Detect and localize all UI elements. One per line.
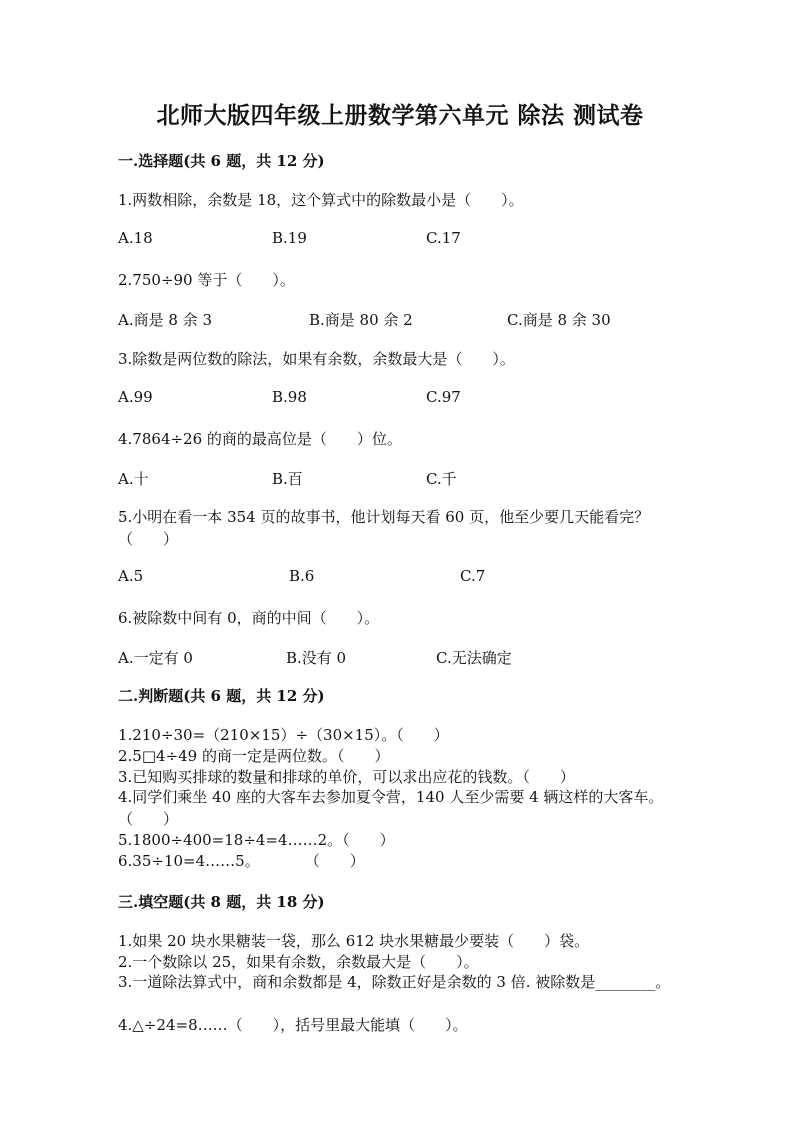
choice-option: C.商是 8 余 30: [507, 311, 611, 329]
judge-item: 3.已知购买排球的数量和排球的单价，可以求出应花的钱数。（ ）: [118, 768, 575, 786]
section-heading-judge: 二.判断题(共 6 题，共 12 分): [118, 687, 325, 705]
choice-option: B.没有 0: [286, 649, 347, 667]
choice-option: C.千: [426, 470, 457, 488]
choice-question: 4.7864÷26 的商的最高位是（ ）位。: [118, 430, 402, 448]
choice-option: A.十: [118, 470, 149, 488]
fill-item: 4.△÷24=8……（ ），括号里最大能填（ ）。: [118, 1016, 468, 1034]
choice-option: B.19: [272, 229, 307, 247]
choice-option: C.97: [426, 388, 461, 406]
choice-option: C.17: [426, 229, 461, 247]
choice-option: B.98: [272, 388, 307, 406]
choice-option: B.6: [289, 567, 315, 585]
choice-option: B.商是 80 余 2: [309, 311, 413, 329]
page-title: 北师大版四年级上册数学第六单元 除法 测试卷: [156, 102, 644, 129]
section-heading-choice: 一.选择题(共 6 题，共 12 分): [118, 152, 325, 170]
judge-item: 6.35÷10=4……5。 （ ）: [118, 852, 365, 870]
choice-option: A.18: [118, 229, 153, 247]
judge-item: 2.5□4÷49 的商一定是两位数。（ ）: [118, 747, 390, 765]
fill-item: 2.一个数除以 25，如果有余数，余数最大是（ ）。: [118, 953, 479, 971]
fill-item: 3.一道除法算式中，商和余数都是 4，除数正好是余数的 3 倍. 被除数是________。: [118, 973, 671, 991]
choice-question: 2.750÷90 等于（ ）。: [118, 271, 295, 289]
fill-item: 1.如果 20 块水果糖装一袋，那么 612 块水果糖最少要装（ ）袋。: [118, 932, 590, 950]
choice-option: A.一定有 0: [118, 649, 193, 667]
choice-question: 3.除数是两位数的除法，如果有余数，余数最大是（ ）。: [118, 350, 515, 368]
choice-question: 1.两数相除，余数是 18，这个算式中的除数最小是（ ）。: [118, 191, 524, 209]
choice-question: 5.小明在看一本 354 页的故事书，他计划每天看 60 页，他至少要几天能看完？（ ）: [118, 508, 650, 548]
choice-option: A.99: [118, 388, 153, 406]
choice-option: A.5: [118, 567, 144, 585]
judge-item: 4.同学们乘坐 40 座的大客车去参加夏令营，140 人至少需要 4 辆这样的大客车。（ ）: [118, 788, 664, 828]
judge-item: 1.210÷30=（210×15）÷（30×15）。（ ）: [118, 726, 449, 744]
choice-option: B.百: [272, 470, 303, 488]
choice-option: C.无法确定: [436, 649, 512, 667]
section-heading-fill: 三.填空题(共 8 题，共 18 分): [118, 893, 325, 911]
choice-option: A.商是 8 余 3: [118, 311, 212, 329]
choice-option: C.7: [460, 567, 486, 585]
choice-question: 6.被除数中间有 0，商的中间（ ）。: [118, 609, 380, 627]
judge-item: 5.1800÷400=18÷4=4……2。（ ）: [118, 831, 395, 849]
